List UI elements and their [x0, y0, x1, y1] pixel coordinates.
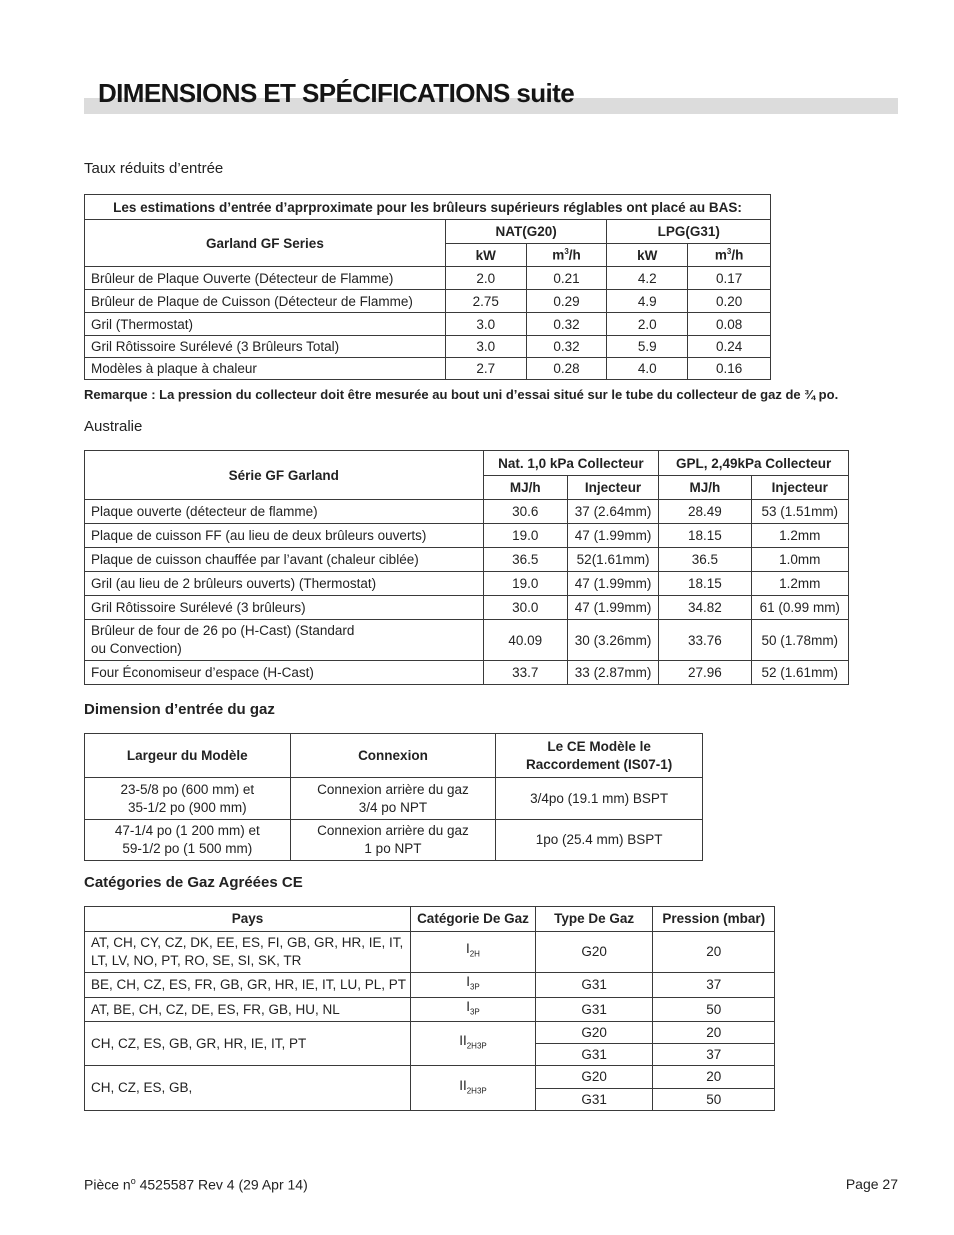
table-row: G31 37 — [85, 1044, 775, 1066]
pressure-note: Remarque : La pression du collecteur doit être mesurée au bout uni d’essai situé sur le tube du collecteur de gaz de ¾ po. — [84, 387, 839, 402]
reduced-nat-header: NAT(G20) — [445, 220, 607, 244]
col-mjh: MJ/h — [483, 476, 567, 500]
table-row: Plaque de cuisson chauffée par l’avant (chaleur ciblée) 36.5 52(1.61mm) 36.5 1.0mm — [85, 548, 849, 572]
col-injecteur: Injecteur — [567, 476, 658, 500]
reduced-heading: Taux réduits d’entrée — [84, 160, 224, 177]
table-row: Four Économiseur d’espace (H-Cast) 33.7 33 (2.87mm) 27.96 52 (1.61mm) — [85, 661, 849, 685]
table-row: Brûleur de Plaque de Cuisson (Détecteur de Flamme) 2.75 0.29 4.9 0.20 — [85, 290, 771, 313]
table-row: CH, CZ, ES, GB, GR, HR, IE, IT, PT $II_{2H3P}$ G20 20 — [85, 1022, 775, 1044]
col-pays: Pays — [85, 907, 411, 932]
page-title: DIMENSIONS ET SPÉCIFICATIONS suite — [98, 78, 575, 108]
australia-series-header: Série GF Garland — [85, 451, 484, 500]
australia-gpl-header: GPL, 2,49kPa Collecteur — [659, 451, 849, 476]
table-row: 47-1/4 po (1 200 mm) et 59-1/2 po (1 500 mm) Connexion arrière du gaz 1 po NPT 1po (25.4 mm) BSPT — [85, 820, 703, 861]
table-row: Modèles à plaque à chaleur 2.7 0.28 4.0 0.16 — [85, 358, 771, 380]
australia-heading: Australie — [84, 418, 143, 435]
col-kw: kW — [445, 244, 526, 267]
australia-nat-header: Nat. 1,0 kPa Collecteur — [483, 451, 659, 476]
australia-table — [84, 450, 849, 685]
col-m3h: $m^3/h$ — [526, 244, 607, 267]
col-injecteur: Injecteur — [751, 476, 848, 500]
page-number: Page 27 — [845, 1176, 898, 1192]
col-mjh: MJ/h — [659, 476, 751, 500]
col-m3h: $m^3/h$ — [688, 244, 771, 267]
table-row: Brûleur de four de 26 po (H-Cast) (Standard ou Convection) 40.09 30 (3.26mm) 33.76 50 (1.78mm) — [85, 620, 849, 661]
table-row: Plaque de cuisson FF (au lieu de deux brûleurs ouverts) 19.0 47 (1.99mm) 18.15 1.2mm — [85, 524, 849, 548]
reduced-series-header: Garland GF Series — [85, 220, 446, 267]
table-row: AT, CH, CY, CZ, DK, EE, ES, FI, GB, GR, HR, IE, IT, LT, LV, NO, PT, RO, SE, SI, SK, TR $I_{2H}$ G20 20 — [85, 932, 775, 973]
col-ce-raccordement: Le CE Modèle le Raccordement (IS07-1) — [496, 734, 703, 778]
table-row: Gril Rôtissoire Surélevé (3 Brûleurs Total) 3.0 0.32 5.9 0.24 — [85, 336, 771, 358]
table-row: G31 50 — [85, 1089, 775, 1111]
ce-table — [84, 906, 775, 1111]
col-connexion: Connexion — [290, 734, 496, 778]
col-largeur: Largeur du Modèle — [85, 734, 291, 778]
gas-inlet-heading: Dimension d’entrée du gaz — [84, 701, 275, 718]
table-row: Plaque ouverte (détecteur de flamme) 30.6 37 (2.64mm) 28.49 53 (1.51mm) — [85, 500, 849, 524]
reduced-table — [84, 194, 771, 380]
table-row: Gril (Thermostat) 3.0 0.32 2.0 0.08 — [85, 313, 771, 336]
table-row: Brûleur de Plaque Ouverte (Détecteur de Flamme) 2.0 0.21 4.2 0.17 — [85, 267, 771, 290]
reduced-caption: Les estimations d’entrée d’aprproximate pour les brûleurs supérieurs réglables ont placé au BAS: — [85, 195, 771, 220]
col-pression: Pression (mbar) — [653, 907, 775, 932]
table-row: Gril Rôtissoire Surélevé (3 brûleurs) 30.0 47 (1.99mm) 34.82 61 (0.99 mm) — [85, 596, 849, 620]
table-row: CH, CZ, ES, GB, $II_{2H3P}$ G20 20 — [85, 1066, 775, 1089]
table-row: Gril (au lieu de 2 brûleurs ouverts) (Thermostat) 19.0 47 (1.99mm) 18.15 1.2mm — [85, 572, 849, 596]
table-row: BE, CH, CZ, ES, FR, GB, GR, HR, IE, IT, LU, PL, PT $I_{3P}$ G31 37 — [85, 973, 775, 998]
gas-inlet-table — [84, 733, 703, 861]
ce-heading: Catégories de Gaz Agréées CE — [84, 874, 303, 891]
table-row: AT, BE, CH, CZ, DE, ES, FR, GB, HU, NL $I_{3P}$ G31 50 — [85, 997, 775, 1022]
table-row: 23-5/8 po (600 mm) et 35-1/2 po (900 mm) Connexion arrière du gaz 3/4 po NPT 3/4po (19.1 mm) BSPT — [85, 778, 703, 820]
part-number: Pièce $n^o$ 4525587 Rev 4 (29 Apr 14) — [84, 1176, 308, 1193]
reduced-lpg-header: LPG(G31) — [607, 220, 771, 244]
col-kw: kW — [607, 244, 688, 267]
col-categorie: Catégorie De Gaz — [411, 907, 536, 932]
col-type: Type De Gaz — [535, 907, 653, 932]
